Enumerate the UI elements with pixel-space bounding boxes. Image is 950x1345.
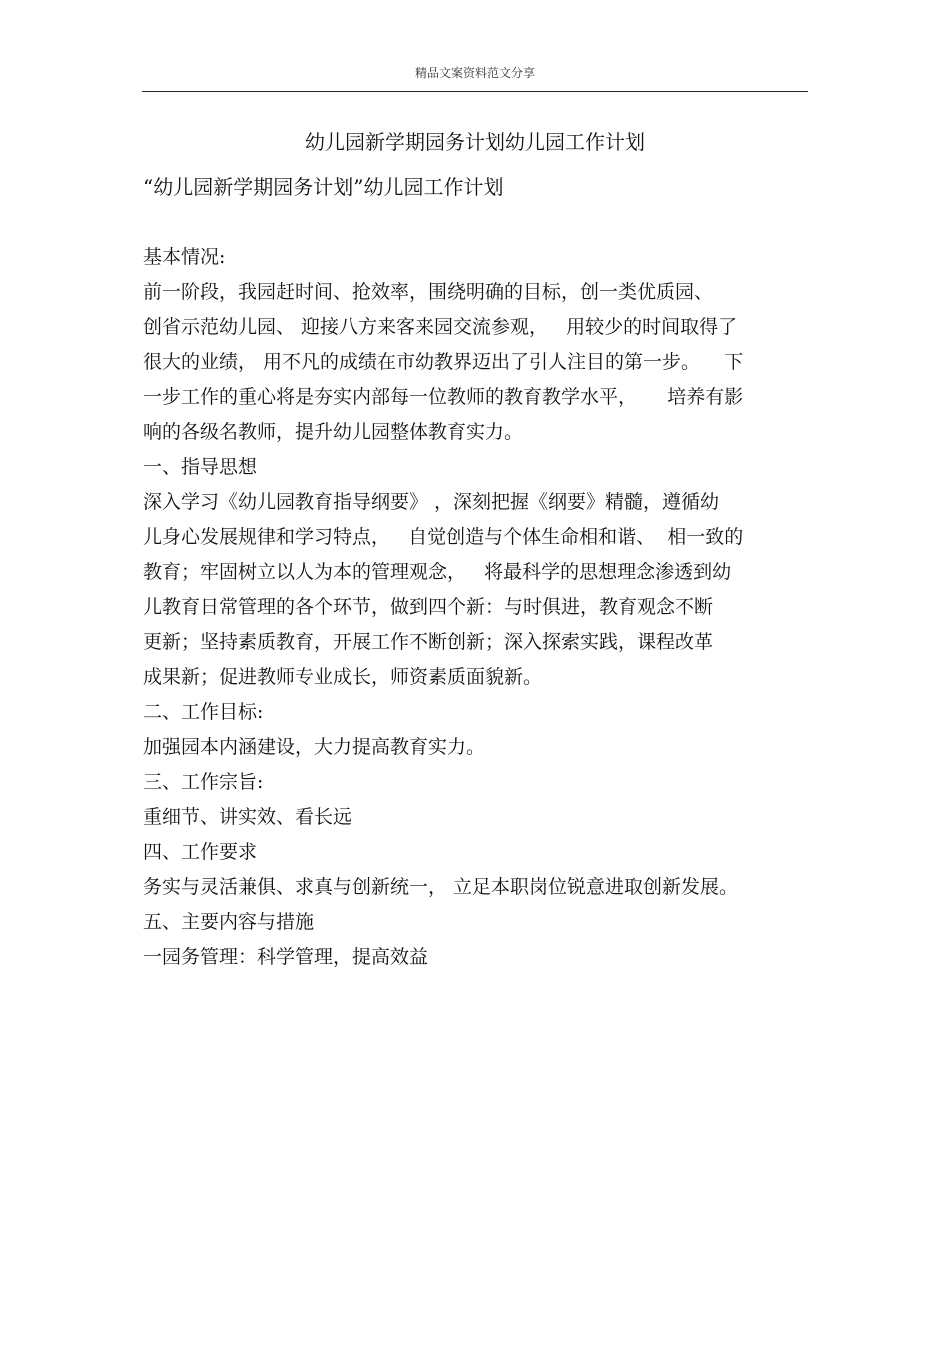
section-heading: 三、工作宗旨: — [143, 771, 264, 793]
section-heading: 一、指导思想 — [143, 456, 258, 478]
page-header: 精品文案资料范文分享 — [414, 66, 535, 80]
body-line: 一步工作的重心将是夯实内部每一位教师的教育教学水平， 培养有影 — [143, 386, 744, 408]
header-rule — [142, 91, 808, 92]
body-line: 响的各级名教师，提升幼儿园整体教育实力。 — [143, 421, 524, 443]
body-line: 成果新；促进教师专业成长，师资素质面貌新。 — [143, 666, 543, 688]
body-line: 创省示范幼儿园、 迎接八方来客来园交流参观， 用较少的时间取得了 — [143, 316, 738, 338]
body-line: 更新；坚持素质教育，开展工作不断创新；深入探索实践，课程改革 — [143, 631, 714, 653]
section-heading: 四、工作要求 — [143, 841, 258, 863]
body-line: 儿教育日常管理的各个环节，做到四个新：与时俱进，教育观念不断 — [143, 596, 714, 618]
section-heading: 二、工作目标: — [143, 701, 264, 723]
document-title: 幼儿园新学期园务计划幼儿园工作计划 — [305, 130, 645, 154]
body-line: 深入学习《幼儿园教育指导纲要》 ，深刻把握《纲要》精髓，遵循幼 — [143, 491, 720, 513]
document-subtitle: “幼儿园新学期园务计划”幼儿园工作计划 — [143, 175, 504, 199]
body-line: 前一阶段，我园赶时间、抢效率，围绕明确的目标，创一类优质园、 — [143, 281, 714, 303]
body-line: 加强园本内涵建设，大力提高教育实力。 — [143, 736, 486, 758]
body-line: 儿身心发展规律和学习特点， 自觉创造与个体生命相和谐、 相一致的 — [143, 526, 744, 548]
body-line: 一园务管理：科学管理，提高效益 — [143, 946, 429, 968]
section-heading: 五、主要内容与措施 — [143, 911, 315, 933]
body-line: 基本情况: — [143, 246, 226, 268]
body-line: 教育；牢固树立以人为本的管理观念， 将最科学的思想理念渗透到幼 — [143, 561, 732, 583]
body-line: 务实与灵活兼俱、求真与创新统一， 立足本职岗位锐意进取创新发展。 — [143, 876, 739, 898]
document-body — [143, 240, 813, 975]
body-line: 重细节、讲实效、看长远 — [143, 806, 353, 828]
body-line: 很大的业绩， 用不凡的成绩在市幼教界迈出了引人注目的第一步。 下 — [143, 351, 744, 373]
